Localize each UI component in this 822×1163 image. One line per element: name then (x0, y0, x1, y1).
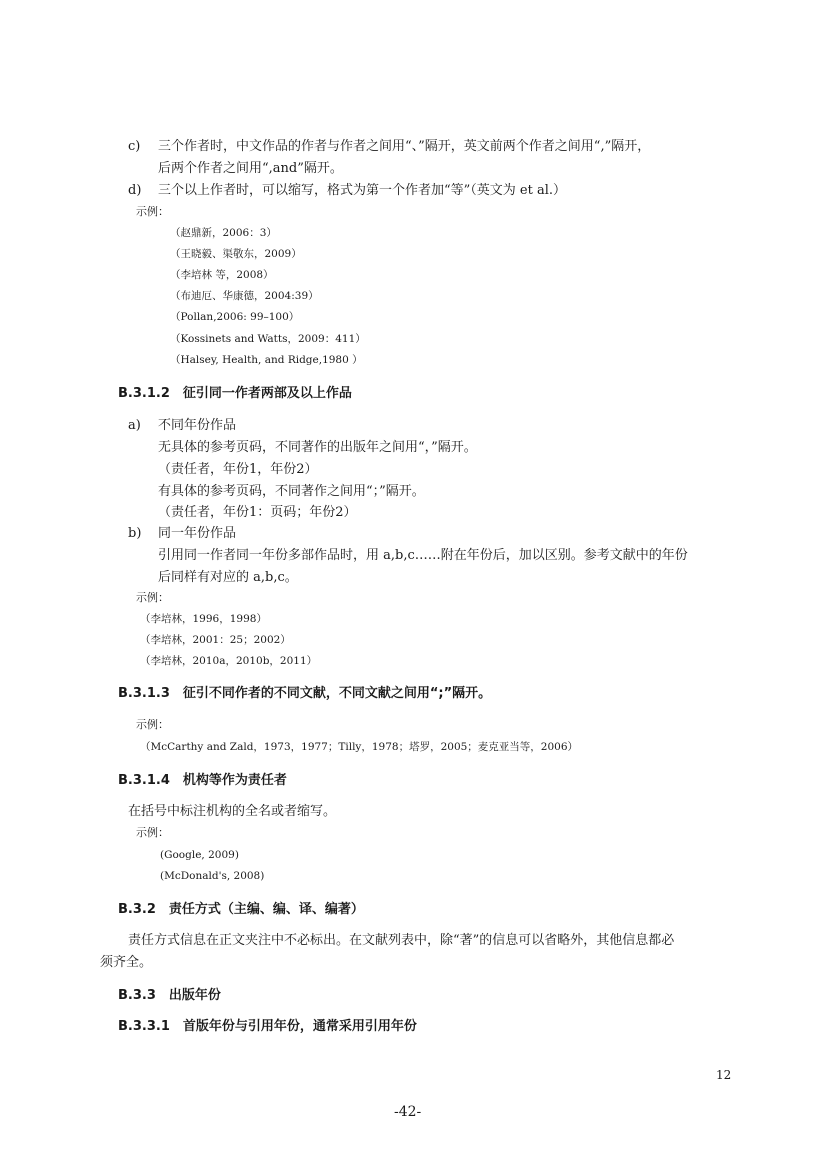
list-item-d (128, 181, 566, 201)
list-marker: a) (128, 418, 141, 433)
section-heading-b-3-3-1: B.3.3.1 首版年份与引用年份，通常采用引用年份 (118, 1019, 417, 1034)
list-text: 不同年份作品 (158, 418, 237, 433)
example-line: （王晓毅、渠敬东，2009） (170, 248, 302, 260)
paragraph-line: 有具体的参考页码，不同著作之间用“；”隔开。 (158, 484, 425, 499)
list-item-a (128, 416, 236, 436)
section-heading-b-3-1-4: B.3.1.4 机构等作为责任者 (118, 773, 287, 788)
paragraph-line: 无具体的参考页码，不同著作的出版年之间用“，”隔开。 (158, 440, 477, 455)
example-label: 示例： (136, 718, 169, 731)
section-heading-b-3-1-3: B.3.1.3 征引不同作者的不同文献，不同文献之间用“;”隔开。 (118, 686, 492, 701)
list-item-b (128, 524, 236, 544)
example-line: （Kossinets and Watts，2009：411） (170, 333, 366, 345)
section-heading-b-3-2: B.3.2 责任方式（主编、编、译、编著） (118, 902, 364, 917)
example-line: （布迪厄、华康德，2004:39） (170, 290, 319, 302)
section-heading-b-3-1-2: B.3.1.2 征引同一作者两部及以上作品 (118, 386, 352, 401)
global-page-number: -42- (394, 1104, 422, 1120)
paragraph-line: 须齐全。 (100, 955, 153, 970)
example-line: （李培林，2001：25；2002） (140, 634, 291, 646)
paragraph-line: 后同样有对应的 a,b,c。 (158, 570, 298, 585)
paragraph-line: 在括号中标注机构的全名或者缩写。 (128, 804, 337, 819)
section-heading-b-3-3: B.3.3 出版年份 (118, 988, 221, 1003)
example-line: （Halsey, Health, and Ridge,1980 ） (170, 354, 363, 366)
list-text: 三个作者时，中文作品的作者与作者之间用“、”隔开，英文前两个作者之间用“,”隔开， (158, 139, 651, 154)
example-line: (McDonald's, 2008) (160, 870, 265, 882)
list-marker: b) (128, 526, 142, 541)
list-text: 同一年份作品 (158, 526, 237, 541)
example-line: （李培林，1996，1998） (140, 613, 267, 625)
list-text: 三个以上作者时，可以缩写，格式为第一个作者加“等”（英文为 et al.） (158, 183, 567, 198)
example-line: （李培林 等，2008） (170, 269, 274, 281)
list-item-c (128, 137, 650, 157)
paragraph-line: 引用同一作者同一年份多部作品时，用 a,b,c……附在年份后，加以区别。参考文献中的年份 (158, 548, 688, 563)
paragraph-line: （责任者，年份1：页码；年份2） (158, 505, 357, 520)
page-number: 12 (716, 1068, 732, 1082)
list-marker: d) (128, 183, 142, 198)
example-label: 示例： (136, 591, 169, 604)
paragraph-line: 责任方式信息在正文夹注中不必标出。在文献列表中，除“著”的信息可以省略外，其他信息都必 (128, 933, 675, 948)
list-marker: c) (128, 139, 141, 154)
list-item-c-continued: 后两个作者之间用“,and”隔开。 (158, 161, 343, 176)
example-label: 示例： (136, 205, 169, 218)
paragraph-line: （责任者，年份1，年份2） (158, 462, 318, 477)
example-line: （Pollan,2006: 99–100） (170, 311, 300, 323)
example-line: （McCarthy and Zald，1973，1977；Tilly，1978；塔罗，2005；麦克亚当等，2006） (140, 741, 579, 753)
example-line: （赵鼎新，2006：3） (170, 227, 277, 239)
example-line: (Google, 2009) (160, 849, 239, 861)
example-label: 示例： (136, 826, 169, 839)
example-line: （李培林，2010a，2010b，2011） (140, 655, 318, 667)
